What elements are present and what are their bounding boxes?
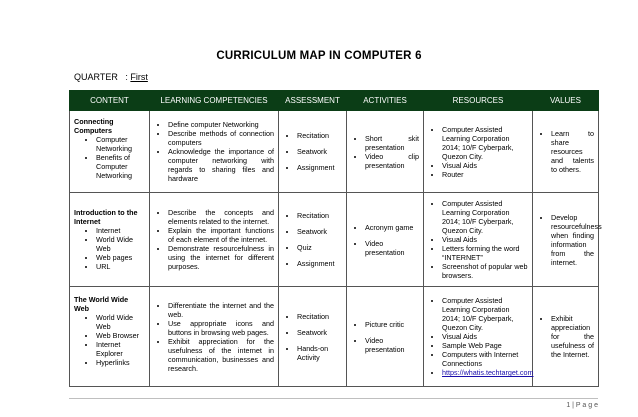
list-item: • Internet Explorer xyxy=(96,340,145,358)
list-item: • Internet xyxy=(96,226,145,235)
list-item: • Router xyxy=(442,170,528,179)
list-item: • Describe methods of connection computers xyxy=(168,129,274,147)
content-cell xyxy=(70,111,150,193)
list-item: • Short skit presentation xyxy=(365,134,419,152)
competencies-cell xyxy=(150,111,279,193)
list-item: • Letters forming the word “INTERNET” xyxy=(442,244,528,262)
topic-title: Connecting Computers xyxy=(74,117,114,135)
list-item: • Sample Web Page xyxy=(442,341,528,350)
table-row xyxy=(70,193,599,287)
list-item: • Video presentation xyxy=(365,336,419,354)
list-item: • URL xyxy=(96,262,145,271)
list-item: • Describe the concepts and elements related to the internet. xyxy=(168,208,274,226)
list-item: • Recitation xyxy=(297,211,342,220)
col-header-activities: ACTIVITIES xyxy=(347,91,424,111)
competencies-cell xyxy=(150,287,279,387)
list-item: • World Wide Web xyxy=(96,235,145,253)
activity-list xyxy=(351,223,419,257)
topic-title: Introduction to the Internet xyxy=(74,208,138,226)
values-cell xyxy=(533,193,602,287)
competencies-cell xyxy=(150,193,279,287)
col-header-resources: RESOURCES xyxy=(424,91,533,111)
subtopic-list xyxy=(74,313,145,367)
list-item: • Computer Assisted Learning Corporation 2014; 10/F Cyberpark, Quezon City. xyxy=(442,296,528,332)
resources-cell xyxy=(424,193,533,287)
list-item: • Video presentation xyxy=(365,239,419,257)
footer-divider xyxy=(69,398,598,399)
assessment-cell xyxy=(279,111,347,193)
list-item: • Video clip presentation xyxy=(365,152,419,170)
list-item: • Quiz xyxy=(297,243,342,252)
values-cell xyxy=(533,111,599,193)
list-item: • Screenshot of popular web browsers. xyxy=(442,262,528,280)
topic-title: The World Wide Web xyxy=(74,295,129,313)
list-item: • Hands-on Activity xyxy=(297,344,342,362)
quarter-label: QUARTER xyxy=(74,72,118,82)
list-item: • Computer Networking xyxy=(96,135,145,153)
quarter-line xyxy=(74,72,148,82)
list-item: • Visual Aids xyxy=(442,161,528,170)
value-list xyxy=(537,129,594,174)
col-header-assessment: ASSESSMENT xyxy=(279,91,347,111)
list-item: • Visual Aids xyxy=(442,332,528,341)
list-item: • Visual Aids xyxy=(442,235,528,244)
col-header-values: VALUES xyxy=(533,91,599,111)
resource-link[interactable]: https://whatis.techtarget.com xyxy=(442,368,534,377)
col-header-content: CONTENT xyxy=(70,91,150,111)
table-row xyxy=(70,287,599,387)
list-item: • Picture critic xyxy=(365,320,419,329)
list-item: • Assignment xyxy=(297,163,342,172)
activities-cell xyxy=(347,287,424,387)
list-item: • Recitation xyxy=(297,131,342,140)
competency-list xyxy=(154,208,274,271)
value-list xyxy=(537,212,602,267)
resource-list xyxy=(428,296,534,377)
resources-cell xyxy=(424,287,533,387)
list-item: • Demonstrate resourcefulness in using the internet for different purposes. xyxy=(168,244,274,271)
activity-list xyxy=(351,320,419,354)
list-item: • Differentiate the internet and the web. xyxy=(168,301,274,319)
resources-cell xyxy=(424,111,533,193)
activities-cell xyxy=(347,193,424,287)
list-item: • Computers with Internet Connections xyxy=(442,350,528,368)
content-cell xyxy=(70,287,150,387)
list-item: • Use appropriate icons and buttons in browsing web pages. xyxy=(168,319,274,337)
competency-list xyxy=(154,120,274,183)
header-row xyxy=(70,91,599,111)
list-item: • Acknowledge the importance of computer networking with regards to sharing files and hardware xyxy=(168,147,274,183)
list-item: • Assignment xyxy=(297,259,342,268)
assessment-list xyxy=(283,211,342,268)
list-item: • Learn to share resources and talents to others. xyxy=(551,129,594,174)
list-item: • Seatwork xyxy=(297,147,342,156)
list-item: • Develop resourcefulness when finding information from the internet. xyxy=(551,213,594,267)
assessment-cell xyxy=(279,287,347,387)
col-header-competencies: LEARNING COMPETENCIES xyxy=(150,91,279,111)
list-item: • Web pages xyxy=(96,253,145,262)
subtopic-list xyxy=(74,135,145,180)
curriculum-table xyxy=(69,90,602,387)
list-item: • Web Browser xyxy=(96,331,145,340)
list-item: • Benefits of Computer Networking xyxy=(96,153,145,180)
page-title: CURRICULUM MAP IN COMPUTER 6 xyxy=(216,50,422,62)
value-list xyxy=(537,314,594,359)
subtopic-list xyxy=(74,226,145,271)
activity-list xyxy=(351,134,419,170)
activities-cell xyxy=(347,111,424,193)
list-item: • Define computer Networking xyxy=(168,120,274,129)
content-cell xyxy=(70,193,150,287)
list-item: • Computer Assisted Learning Corporation 2014; 10/F Cyberpark, Quezon City. xyxy=(442,125,528,161)
assessment-cell xyxy=(279,193,347,287)
table-row xyxy=(70,111,599,193)
list-item: • Recitation xyxy=(297,312,342,321)
list-item: • Explain the important functions of each element of the internet. xyxy=(168,226,274,244)
values-cell xyxy=(533,287,599,387)
list-item xyxy=(442,368,534,377)
list-item: • Hyperlinks xyxy=(96,358,145,367)
page-number: 1 | P a g e xyxy=(566,402,598,409)
resource-list xyxy=(428,125,528,179)
resource-list xyxy=(428,199,528,280)
assessment-list xyxy=(283,312,342,362)
list-item: • World Wide Web xyxy=(96,313,145,331)
competency-list xyxy=(154,301,274,373)
list-item: • Computer Assisted Learning Corporation 2014; 10/F Cyberpark, Quezon City. xyxy=(442,199,528,235)
list-item: • Seatwork xyxy=(297,328,342,337)
quarter-value: First xyxy=(130,72,148,82)
quarter-sep: : xyxy=(120,72,131,82)
list-item: • Exhibit appreciation for the usefulness of the internet in communication, businesses and research. xyxy=(168,337,274,373)
assessment-list xyxy=(283,131,342,172)
list-item: • Acronym game xyxy=(365,223,419,232)
list-item: • Seatwork xyxy=(297,227,342,236)
list-item: • Exhibit appreciation for the usefulness of the Internet. xyxy=(551,314,594,359)
